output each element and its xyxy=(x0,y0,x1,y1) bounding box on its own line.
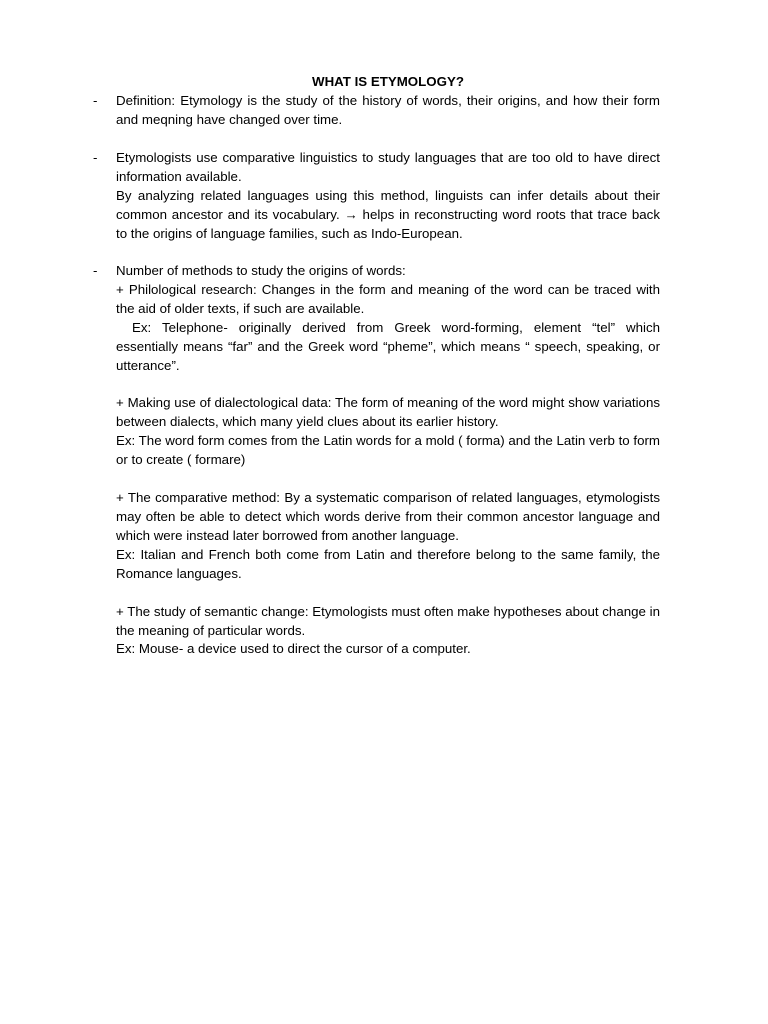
bullet-comparative-linguistics xyxy=(93,149,660,244)
example-mouse: Ex: Mouse- a device used to direct the cursor of a computer. xyxy=(116,641,471,657)
method-semantic-change: + The study of semantic change: Etymologists must often make hypotheses about change in the meaning of particular words. xyxy=(116,603,660,638)
comparative-linguistics-paragraph: Etymologists use comparative linguistics to study languages that are too old to have direct information available. xyxy=(116,150,660,184)
definition-paragraph: Definition: Etymology is the study of the history of words, their origins, and how their form and meqning have changed over time. xyxy=(116,93,660,127)
bullet-dash: - xyxy=(93,93,98,108)
bullet-definition xyxy=(93,92,660,130)
methods-intro: Number of methods to study the origins of words: xyxy=(116,263,406,278)
method-dialectological: + Making use of dialectological data: The form of meaning of the word might show variations between dialects, which many yield clues about its earlier history. xyxy=(116,395,660,430)
bullet-methods xyxy=(93,262,660,659)
document-title: WHAT IS ETYMOLOGY? xyxy=(312,74,464,89)
reconstruction-text: helps in reconstructing word roots that trace back to the origins of language families, such as Indo-European. xyxy=(116,206,660,241)
analysis-text: By analyzing related languages using this method, linguists can infer details about their common ancestor and its vocabulary. xyxy=(116,187,660,222)
right-arrow-icon: → xyxy=(344,206,358,222)
example-telephone: Ex: Telephone- originally derived from Greek word-forming, element “tel” which essentially means “far” and the Greek word “pheme”, which means “ speech, speaking, or utterance”. xyxy=(116,319,660,373)
bullet-dash: - xyxy=(93,263,98,278)
example-form: Ex: The word form comes from the Latin words for a mold ( forma) and the Latin verb to form or to create ( formare) xyxy=(116,433,660,468)
method-comparative: + The comparative method: By a systematic comparison of related languages, etymologists may often be able to detect which words derive from their common ancestor language and which were instead later borrowed from another language. xyxy=(116,490,660,543)
bullet-dash: - xyxy=(93,150,98,165)
example-romance: Ex: Italian and French both come from Latin and therefore belong to the same family, the Romance languages. xyxy=(116,546,660,581)
method-philological: + Philological research: Changes in the form and meaning of the word can be traced with the aid of older texts, if such are available. xyxy=(116,281,660,316)
analysis-paragraph xyxy=(116,187,660,244)
